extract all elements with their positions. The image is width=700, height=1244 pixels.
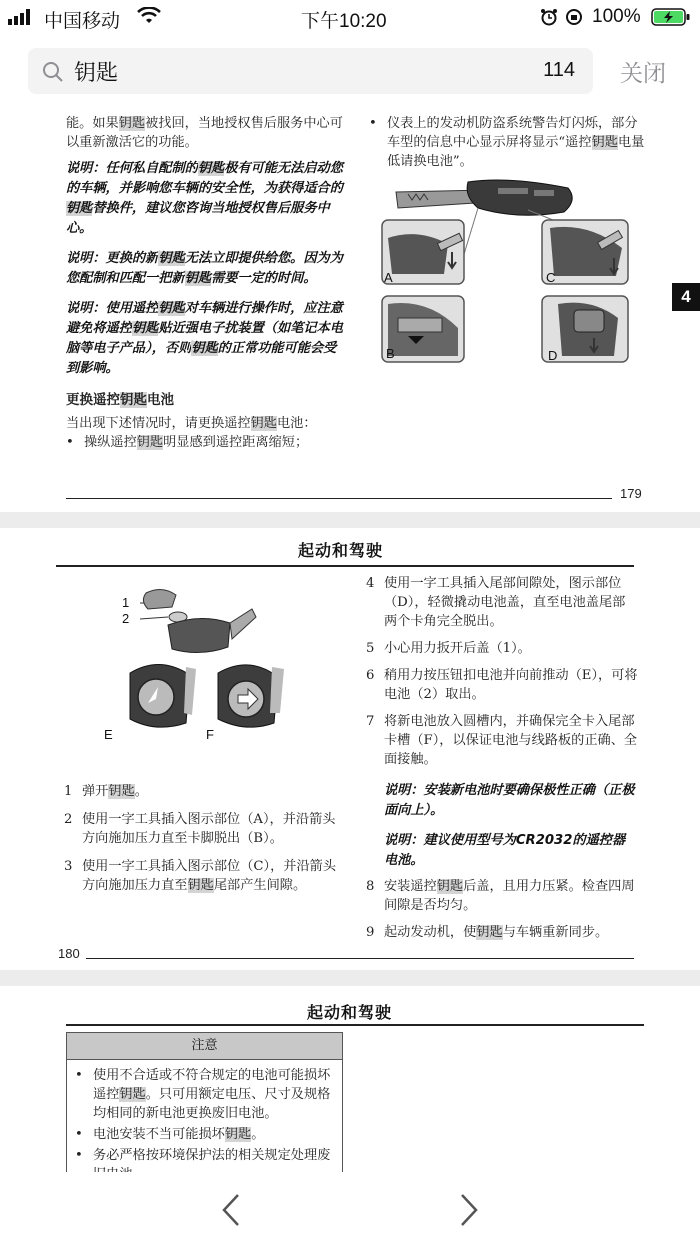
- note-1: 说明：任何私自配制的钥匙极有可能无法启动您的车辆，并影响您车辆的安全性，为获得适合的钥匙替换件，建议您咨询当地授权售后服务中心。: [66, 161, 343, 236]
- p180-left-column: [64, 782, 340, 895]
- battery-percent: 100%: [592, 6, 641, 27]
- search-header: [0, 34, 700, 108]
- step-3: 3 使用一字工具插入图示部位（C），并沿箭头方向施加压力直至钥匙尾部产生间隙。: [64, 859, 337, 893]
- p180-right-column: [366, 574, 638, 942]
- rotation-lock-icon: [565, 8, 583, 26]
- step-4: 4 使用一字工具插入尾部间隙处，图示部位（D），轻微撬动电池盖，直至电池盖尾部两个卡角完全脱出。: [366, 576, 626, 629]
- intro-text: 当出现下述情况时，请更换遥控钥匙电池：: [66, 416, 317, 431]
- fig-label-1: 1: [122, 595, 130, 610]
- clock: 下午10:20: [301, 11, 387, 32]
- step-7: 7 将新电池放入圆槽内，并确保完全卡入尾部卡槽（F），以保证电池与线路板的正确、全面接触。: [366, 714, 638, 767]
- paragraph-1: 能。如果钥匙被找回，当地授权售后服务中心可以重新激活它的功能。: [66, 116, 343, 150]
- note-battery-model: 说明：建议使用型号为CR2032的遥控器电池。: [384, 833, 626, 868]
- footer-rule: [86, 958, 634, 959]
- caution-box: [66, 1032, 343, 1194]
- next-result-button[interactable]: [454, 1192, 482, 1228]
- fig-label-a: A: [384, 270, 393, 285]
- page-number-180: 180: [58, 946, 80, 961]
- bullet-item: • 仪表上的发动机防盗系统警告灯闪烁，部分车型的信息中心显示屏将显示“遥控钥匙电量低请换电池”。: [369, 116, 645, 169]
- signal-icon: [8, 9, 38, 25]
- caution-item: • 务必严格按环境保护法的相关规定处理废: [75, 1148, 331, 1163]
- title-rule: [66, 1024, 644, 1026]
- step-2: 2 使用一字工具插入图示部位（A），并沿箭头方向施加压力直至卡脚脱出（B）。: [64, 812, 336, 846]
- search-input[interactable]: [74, 54, 514, 88]
- step-6: 6 稍用力按压钮扣电池并向前推动（E），可将电池（2）取出。: [366, 668, 638, 702]
- wifi-icon: [137, 7, 161, 25]
- search-bar[interactable]: [28, 48, 593, 94]
- step-1: 1 弹开钥匙。: [64, 784, 148, 799]
- note-2: 说明：更换的新钥匙无法立即提供给您。因为为您配制和匹配一把新钥匙需要一定的时间。: [66, 251, 343, 286]
- note-polarity: 说明：安装新电池时要确保极性正确（正极面向上）。: [384, 783, 635, 818]
- alarm-icon: [540, 8, 558, 26]
- caution-list: [67, 1060, 342, 1184]
- chevron-left-icon: [224, 1195, 238, 1225]
- section-heading: 更换遥控钥匙电池: [66, 392, 174, 408]
- status-bar: [0, 0, 700, 34]
- search-icon: [42, 61, 64, 83]
- battery-replacement-illustration: [100, 583, 300, 748]
- fig-label-d: D: [548, 348, 558, 363]
- close-button[interactable]: 关闭: [620, 61, 666, 87]
- caution-item: • 电池安装不当可能损坏钥匙。: [75, 1127, 265, 1142]
- chapter-title: 起动和驾驶: [307, 1003, 393, 1022]
- p179-left-column: [66, 114, 346, 452]
- fig-label-e: E: [104, 727, 113, 742]
- caution-item: • 使用不合适或不符合规定的电池可能损坏遥控钥匙。只可用额定电压、尺寸及规格均相同的新电池更换废旧电池。: [75, 1068, 331, 1121]
- carrier-label: 中国移动: [44, 11, 121, 32]
- page-number-179: 179: [620, 486, 642, 501]
- step-8: 8 安装遥控钥匙后盖，且用力压紧。检查四周间隙是否均匀。: [366, 879, 635, 913]
- match-count: 114: [543, 59, 575, 81]
- page-180: [0, 528, 700, 970]
- key-battery-illustration: [378, 178, 634, 368]
- bullet-item: • 操纵遥控钥匙明显感到遥控距离缩短；: [66, 435, 309, 450]
- page-179: [0, 108, 700, 512]
- fig-label-f: F: [206, 727, 214, 742]
- title-rule: [56, 565, 634, 567]
- chapter-tab: 4: [672, 283, 700, 311]
- fig-label-b: B: [386, 346, 395, 361]
- caution-title: 注意: [67, 1033, 342, 1060]
- note-3: 说明：使用遥控钥匙对车辆进行操作时，应注意避免将遥控钥匙贴近强电子扰装置（如笔记本电脑等电子产品），否则钥匙的正常功能可能会受到影响。: [66, 301, 343, 376]
- previous-result-button[interactable]: [218, 1192, 246, 1228]
- step-9: 9 起动发动机，使钥匙与车辆重新同步。: [366, 925, 609, 940]
- chapter-title: 起动和驾驶: [298, 541, 384, 560]
- bottom-nav: [0, 1172, 700, 1244]
- fig-label-c: C: [546, 270, 556, 285]
- p179-right-column: [369, 114, 645, 171]
- fig-label-2: 2: [122, 611, 130, 626]
- battery-charging-icon: [651, 8, 691, 26]
- chevron-right-icon: [462, 1195, 476, 1225]
- step-5: 5 小心用力扳开后盖（1）。: [366, 641, 531, 656]
- footer-rule: [66, 498, 612, 499]
